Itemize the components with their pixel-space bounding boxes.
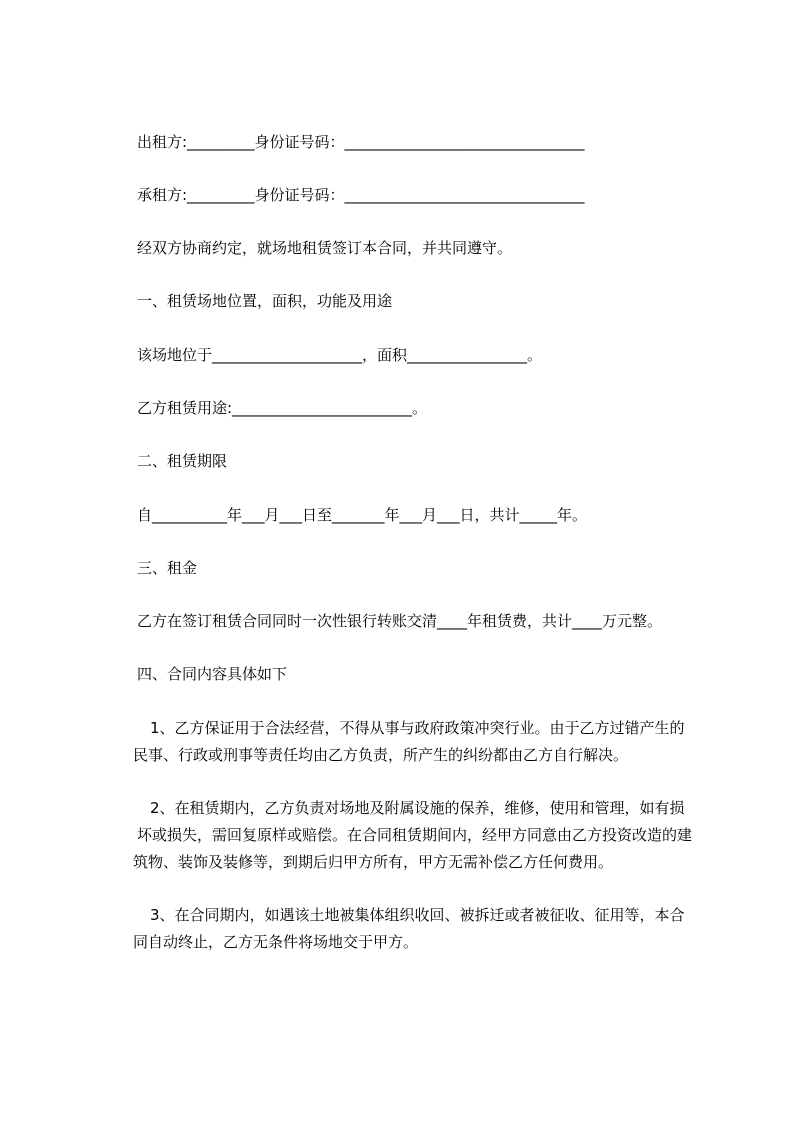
lessee-line: 承租方:_________身份证号码：________________________________ bbox=[137, 186, 585, 204]
intro-text: 经双方协商约定，就场地租赁签订本合同，并共同遵守。 bbox=[137, 239, 513, 257]
clause1-line2: 民事、行政或刑事等责任均由乙方负责，所产生的纠纷都由乙方自行解决。 bbox=[133, 746, 629, 764]
clause3-line2: 同自动终止，乙方无条件将场地交于甲方。 bbox=[133, 933, 419, 951]
section4-heading: 四、合同内容具体如下 bbox=[137, 665, 288, 683]
clause2-line1: 2、在租赁期内，乙方负责对场地及附属设施的保养，维修，使用和管理，如有损 bbox=[150, 799, 685, 817]
section2-heading: 二、租赁期限 bbox=[137, 452, 228, 470]
clause2-line2: 坏或损失，需回复原样或赔偿。在合同租赁期间内，经甲方同意由乙方投资改造的建 bbox=[137, 826, 693, 844]
payment-line: 乙方在签订租赁合同同时一次性银行转账交清____年租赁费，共计____万元整。 bbox=[137, 612, 663, 630]
location-line: 该场地位于____________________，面积________________。 bbox=[137, 346, 543, 364]
lessor-line: 出租方:_________身份证号码：________________________________ bbox=[137, 133, 585, 151]
section3-heading: 三、租金 bbox=[137, 559, 198, 577]
period-line: 自__________年___月___日至_______年___月___日，共计_____年。 bbox=[137, 506, 588, 524]
usage-line: 乙方租赁用途:________________________。 bbox=[137, 399, 428, 417]
clause3-line1: 3、在合同期内，如遇该土地被集体组织收回、被拆迁或者被征收、征用等，本合 bbox=[150, 906, 685, 924]
clause1-line1: 1、乙方保证用于合法经营，不得从事与政府政策冲突行业。由于乙方过错产生的 bbox=[150, 719, 685, 737]
clause2-line3: 筑物、装饰及装修等，到期后归甲方所有，甲方无需补偿乙方任何费用。 bbox=[133, 853, 614, 871]
section1-heading: 一、租赁场地位置，面积，功能及用途 bbox=[137, 292, 393, 310]
